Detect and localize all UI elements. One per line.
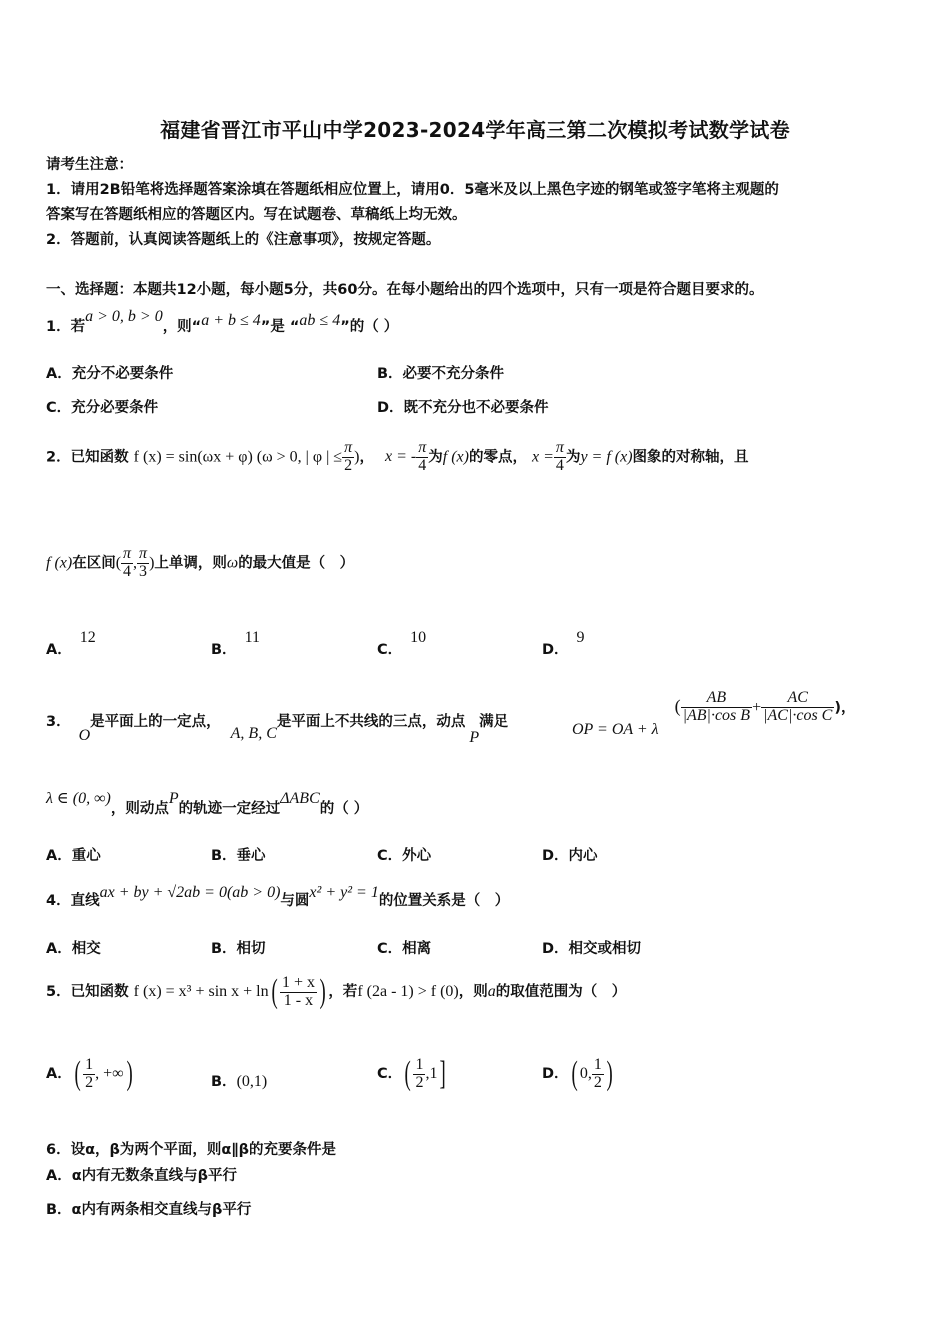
math-expr: ΔABC [280, 790, 320, 807]
question-text: 上单调，则 [154, 555, 227, 572]
question-number: 5．已知函数 [46, 984, 129, 1000]
option-c[interactable]: C．相离 [377, 941, 432, 957]
question-text: 为 [428, 449, 443, 466]
question-text: 为 [565, 449, 581, 466]
question-text: 满足 [479, 714, 509, 730]
math-expr: P [168, 790, 179, 807]
question-text: 的轨迹一定经过 [178, 801, 281, 817]
math-expr: a + b ≤ 4 [201, 312, 261, 329]
question-text: 的最大值是（ ） [238, 555, 355, 572]
question-text: ，若 [328, 984, 358, 1000]
denominator: 2 [344, 456, 353, 474]
denominator: 3 [139, 562, 148, 580]
fraction [342, 440, 354, 475]
option-d[interactable]: D．既不充分也不必要条件 [377, 400, 549, 416]
question-text: )， [834, 699, 856, 716]
fraction [681, 690, 752, 725]
math-expr: a > 0, b > 0 [85, 308, 163, 325]
question-text: 的零点， [468, 449, 527, 466]
math-expr: x = [532, 448, 554, 466]
question-text: 在区间 [72, 555, 116, 572]
fraction [416, 440, 428, 475]
denominator: 4 [555, 456, 564, 474]
question-2-cont: f (x)在区间( $\frac{\pi}{4}$ , $\frac{\pi}{3}$ )上单调，则ω的最大值是（ ） [46, 545, 355, 580]
option-a[interactable]: A．( $\frac{1}{2}$ , +∞) [46, 1055, 133, 1092]
option-label: D． [542, 1066, 569, 1082]
numerator: 1 [415, 1055, 424, 1073]
numerator: π [123, 545, 132, 562]
option-a[interactable]: A．相交 [46, 941, 101, 957]
question-3 [46, 710, 509, 746]
question-number: 2．已知函数 [46, 449, 129, 466]
denominator: 1 - x [283, 991, 314, 1009]
math-expr: f (x) = sin(ωx + φ) (ω > 0, | φ | ≤ [133, 448, 343, 466]
denominator: |AB|·cos B [682, 706, 751, 724]
fraction [137, 546, 149, 581]
question-text: 图象的对称轴，且 [632, 449, 749, 466]
option-b[interactable]: B．必要不充分条件 [377, 366, 505, 382]
math-expr: f (x) [46, 554, 73, 572]
math-expr: A, B, C [230, 725, 277, 742]
question-text: ，则 [458, 984, 488, 1000]
option-c[interactable]: C．( $\frac{1}{2}$ ,1] [377, 1055, 447, 1092]
fraction [280, 975, 317, 1010]
math-expr: λ ∈ (0, ∞) [46, 790, 111, 807]
numerator: AC [761, 690, 834, 708]
fraction [413, 1057, 425, 1092]
option-d[interactable]: D．相交或相切 [542, 941, 642, 957]
notice-heading: 请考生注意： [46, 157, 133, 173]
option-a[interactable]: A．重心 [46, 848, 101, 864]
numerator: π [344, 439, 353, 456]
numerator: 1 + x [281, 973, 315, 991]
notice-line: 答案写在答题纸相应的答题区内。写在试题卷、草稿纸上均无效。 [46, 207, 467, 223]
numerator: π [139, 545, 148, 562]
option-d[interactable]: D．( 0, $\frac{1}{2}$ ) [542, 1055, 613, 1092]
math-expr: , +∞ [95, 1065, 124, 1082]
numerator: 1 [593, 1055, 602, 1073]
math-expr: f (2a - 1) > f (0) [357, 983, 459, 1000]
question-6: 6．设α，β为两个平面，则α∥β的充要条件是 [46, 1142, 337, 1158]
math-expr: a [487, 983, 496, 1000]
numerator: π [555, 439, 564, 456]
option-c[interactable]: C．外心 [377, 848, 432, 864]
math-expr: x = - [385, 448, 417, 466]
denominator: 4 [123, 562, 132, 580]
option-c[interactable] [377, 629, 427, 659]
option-a[interactable] [46, 629, 96, 659]
option-d[interactable] [542, 629, 585, 659]
math-expr: ) [354, 448, 360, 466]
question-text: ， [359, 449, 374, 466]
option-value: 11 [244, 629, 260, 646]
option-b[interactable]: B．垂心 [211, 848, 266, 864]
question-text: ，则动点 [110, 801, 169, 817]
numerator: 1 [85, 1055, 94, 1073]
math-expr: ω [226, 554, 239, 572]
option-c[interactable]: C．充分必要条件 [46, 400, 159, 416]
option-label: A． [46, 1066, 72, 1082]
option-label: D． [542, 642, 569, 658]
denominator: |AC|·cos C [763, 706, 833, 724]
question-4 [46, 884, 510, 910]
math-expr: 0, [579, 1065, 592, 1082]
fraction [83, 1057, 95, 1092]
option-b[interactable]: B．α内有两条相交直线与β平行 [46, 1202, 252, 1218]
fraction [554, 440, 566, 475]
option-a[interactable]: A．充分不必要条件 [46, 366, 174, 382]
section-heading: 一、选择题：本题共12小题，每小题5分，共60分。在每小题给出的四个选项中，只有一项是符合题目要求的。 [46, 282, 764, 298]
question-2 [46, 440, 749, 475]
question-number: 4．直线 [46, 893, 100, 909]
question-text: ，则“ [162, 319, 202, 335]
question-text: ”的（ ） [340, 319, 399, 335]
option-value: 12 [79, 629, 96, 646]
fraction [761, 690, 834, 725]
option-value: 9 [576, 629, 585, 646]
question-text: 的取值范围为（ ） [495, 984, 627, 1000]
question-text: 是平面上的一定点， [90, 714, 221, 730]
option-label: C． [377, 1066, 403, 1082]
math-expr: + [752, 698, 762, 716]
option-label: B． [211, 642, 237, 658]
denominator: 2 [415, 1073, 424, 1091]
fraction [121, 546, 133, 581]
option-b[interactable]: B．相切 [211, 941, 266, 957]
option-a[interactable]: A．α内有无数条直线与β平行 [46, 1168, 238, 1184]
fraction [592, 1057, 604, 1092]
question-3-cont [46, 790, 369, 818]
option-value: (0,1) [236, 1073, 268, 1090]
denominator: 2 [85, 1073, 94, 1091]
denominator: 4 [418, 456, 427, 474]
math-expr: f (x) = x³ + sin x + ln [133, 983, 269, 1000]
denominator: 2 [593, 1073, 602, 1091]
question-text: 是平面上不共线的三点，动点 [276, 714, 466, 730]
math-expr: ab ≤ 4 [299, 312, 341, 329]
option-value: 10 [410, 629, 427, 646]
question-1 [46, 308, 399, 336]
math-expr: O [78, 727, 91, 744]
question-number: 3． [46, 714, 71, 730]
numerator: AB [681, 690, 752, 708]
question-text: 与圆 [280, 893, 310, 909]
option-label: B． [211, 1074, 237, 1090]
notice-line: 2．答题前，认真阅读答题纸上的《注意事项》，按规定答题。 [46, 232, 441, 248]
notice-line: 1．请用2B铅笔将选择题答案涂填在答题纸相应位置上，请用0．5毫米及以上黑色字迹的钢笔或签字笔将主观题的 [46, 182, 779, 198]
math-expr: y = f (x) [580, 448, 633, 466]
option-b[interactable] [211, 629, 260, 659]
option-d[interactable]: D．内心 [542, 848, 598, 864]
question-number: 1．若 [46, 319, 86, 335]
math-expr: f (x) [442, 448, 469, 466]
question-text: 的位置关系是（ ） [378, 893, 510, 909]
question-text: ”是 “ [260, 319, 300, 335]
question-5: 5．已知函数 f (x) = x³ + sin x + ln( $\frac{1 + x}{1 - x}$ ) ，若f (2a - 1) > f (0)，则a的取值范围为（ ） [46, 973, 627, 1010]
math-expr: OP = OA + λ [572, 720, 659, 738]
math-expr: ax + by + √2ab = 0(ab > 0) [99, 884, 281, 901]
page-title: 福建省晋江市平山中学2023-2024学年高三第二次模拟考试数学试卷 [160, 118, 790, 142]
option-label: A． [46, 642, 72, 658]
numerator: π [418, 439, 427, 456]
math-expr: ,1 [425, 1065, 438, 1082]
question-3-formula: OP = OA + λ( $\frac{AB}{\text{|AB|·cos B}}$ + $\frac{AC}{\text{|AC|·cos C}}$ )， [572, 689, 856, 738]
math-expr: P [469, 729, 480, 746]
question-text: 的（ ） [319, 801, 369, 817]
math-expr: x² + y² = 1 [309, 884, 379, 901]
option-label: C． [377, 642, 403, 658]
option-b[interactable] [211, 1070, 267, 1091]
